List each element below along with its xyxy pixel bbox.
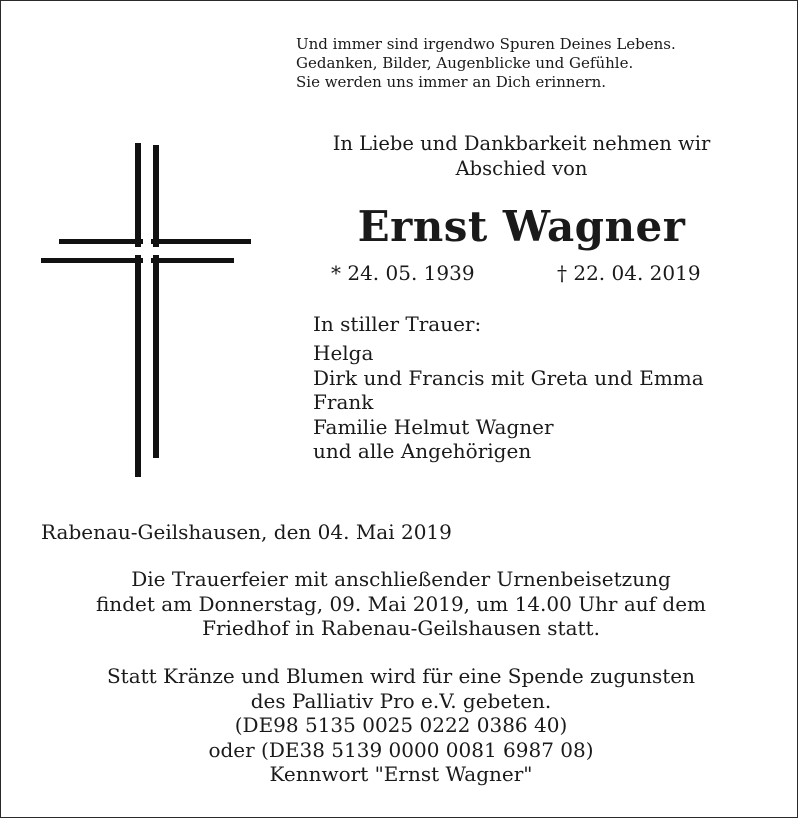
ceremony-info bbox=[1, 567, 800, 641]
ceremony-line: Friedhof in Rabenau-Geilshausen statt. bbox=[202, 616, 600, 640]
donation-line: des Palliativ Pro e.V. gebeten. bbox=[250, 688, 552, 713]
poem-line: Sie werden uns immer an Dich erinnern. bbox=[296, 73, 607, 91]
mourner-item: Frank bbox=[313, 390, 374, 414]
memorial-poem bbox=[296, 35, 676, 92]
intro-line: In Liebe und Dankbarkeit nehmen wir bbox=[332, 132, 711, 155]
farewell-intro bbox=[279, 131, 764, 181]
cross-icon bbox=[39, 143, 253, 483]
death-date: † 22. 04. 2019 bbox=[557, 261, 701, 285]
intro-line: Abschied von bbox=[455, 157, 588, 180]
mourners-list bbox=[313, 341, 704, 464]
poem-line: Gedanken, Bilder, Augenblicke und Gefühle. bbox=[296, 54, 634, 72]
donation-iban: (DE98 5135 0025 0222 0386 40) bbox=[234, 713, 568, 737]
place-and-date: Rabenau-Geilshausen, den 04. Mai 2019 bbox=[41, 520, 452, 544]
mourner-item: und alle Angehörigen bbox=[313, 439, 532, 463]
ceremony-line: findet am Donnerstag, 09. Mai 2019, um 14.00 Uhr auf dem bbox=[95, 591, 707, 616]
deceased-name: Ernst Wagner bbox=[357, 202, 686, 251]
donation-info bbox=[1, 664, 800, 787]
poem-line: Und immer sind irgendwo Spuren Deines Lebens. bbox=[296, 35, 676, 53]
mourning-label: In stiller Trauer: bbox=[313, 312, 482, 336]
mourner-item: Familie Helmut Wagner bbox=[313, 414, 554, 439]
ceremony-line: Die Trauerfeier mit anschließender Urnenbeisetzung bbox=[131, 567, 671, 591]
mourner-item: Helga bbox=[313, 341, 374, 365]
birth-date: * 24. 05. 1939 bbox=[331, 261, 475, 285]
mourner-item: Dirk und Francis mit Greta und Emma bbox=[313, 365, 704, 390]
donation-keyword: Kennwort "Ernst Wagner" bbox=[269, 762, 533, 786]
donation-line: Statt Kränze und Blumen wird für eine Spende zugunsten bbox=[106, 664, 696, 688]
donation-iban: oder (DE38 5139 0000 0081 6987 08) bbox=[208, 737, 594, 762]
